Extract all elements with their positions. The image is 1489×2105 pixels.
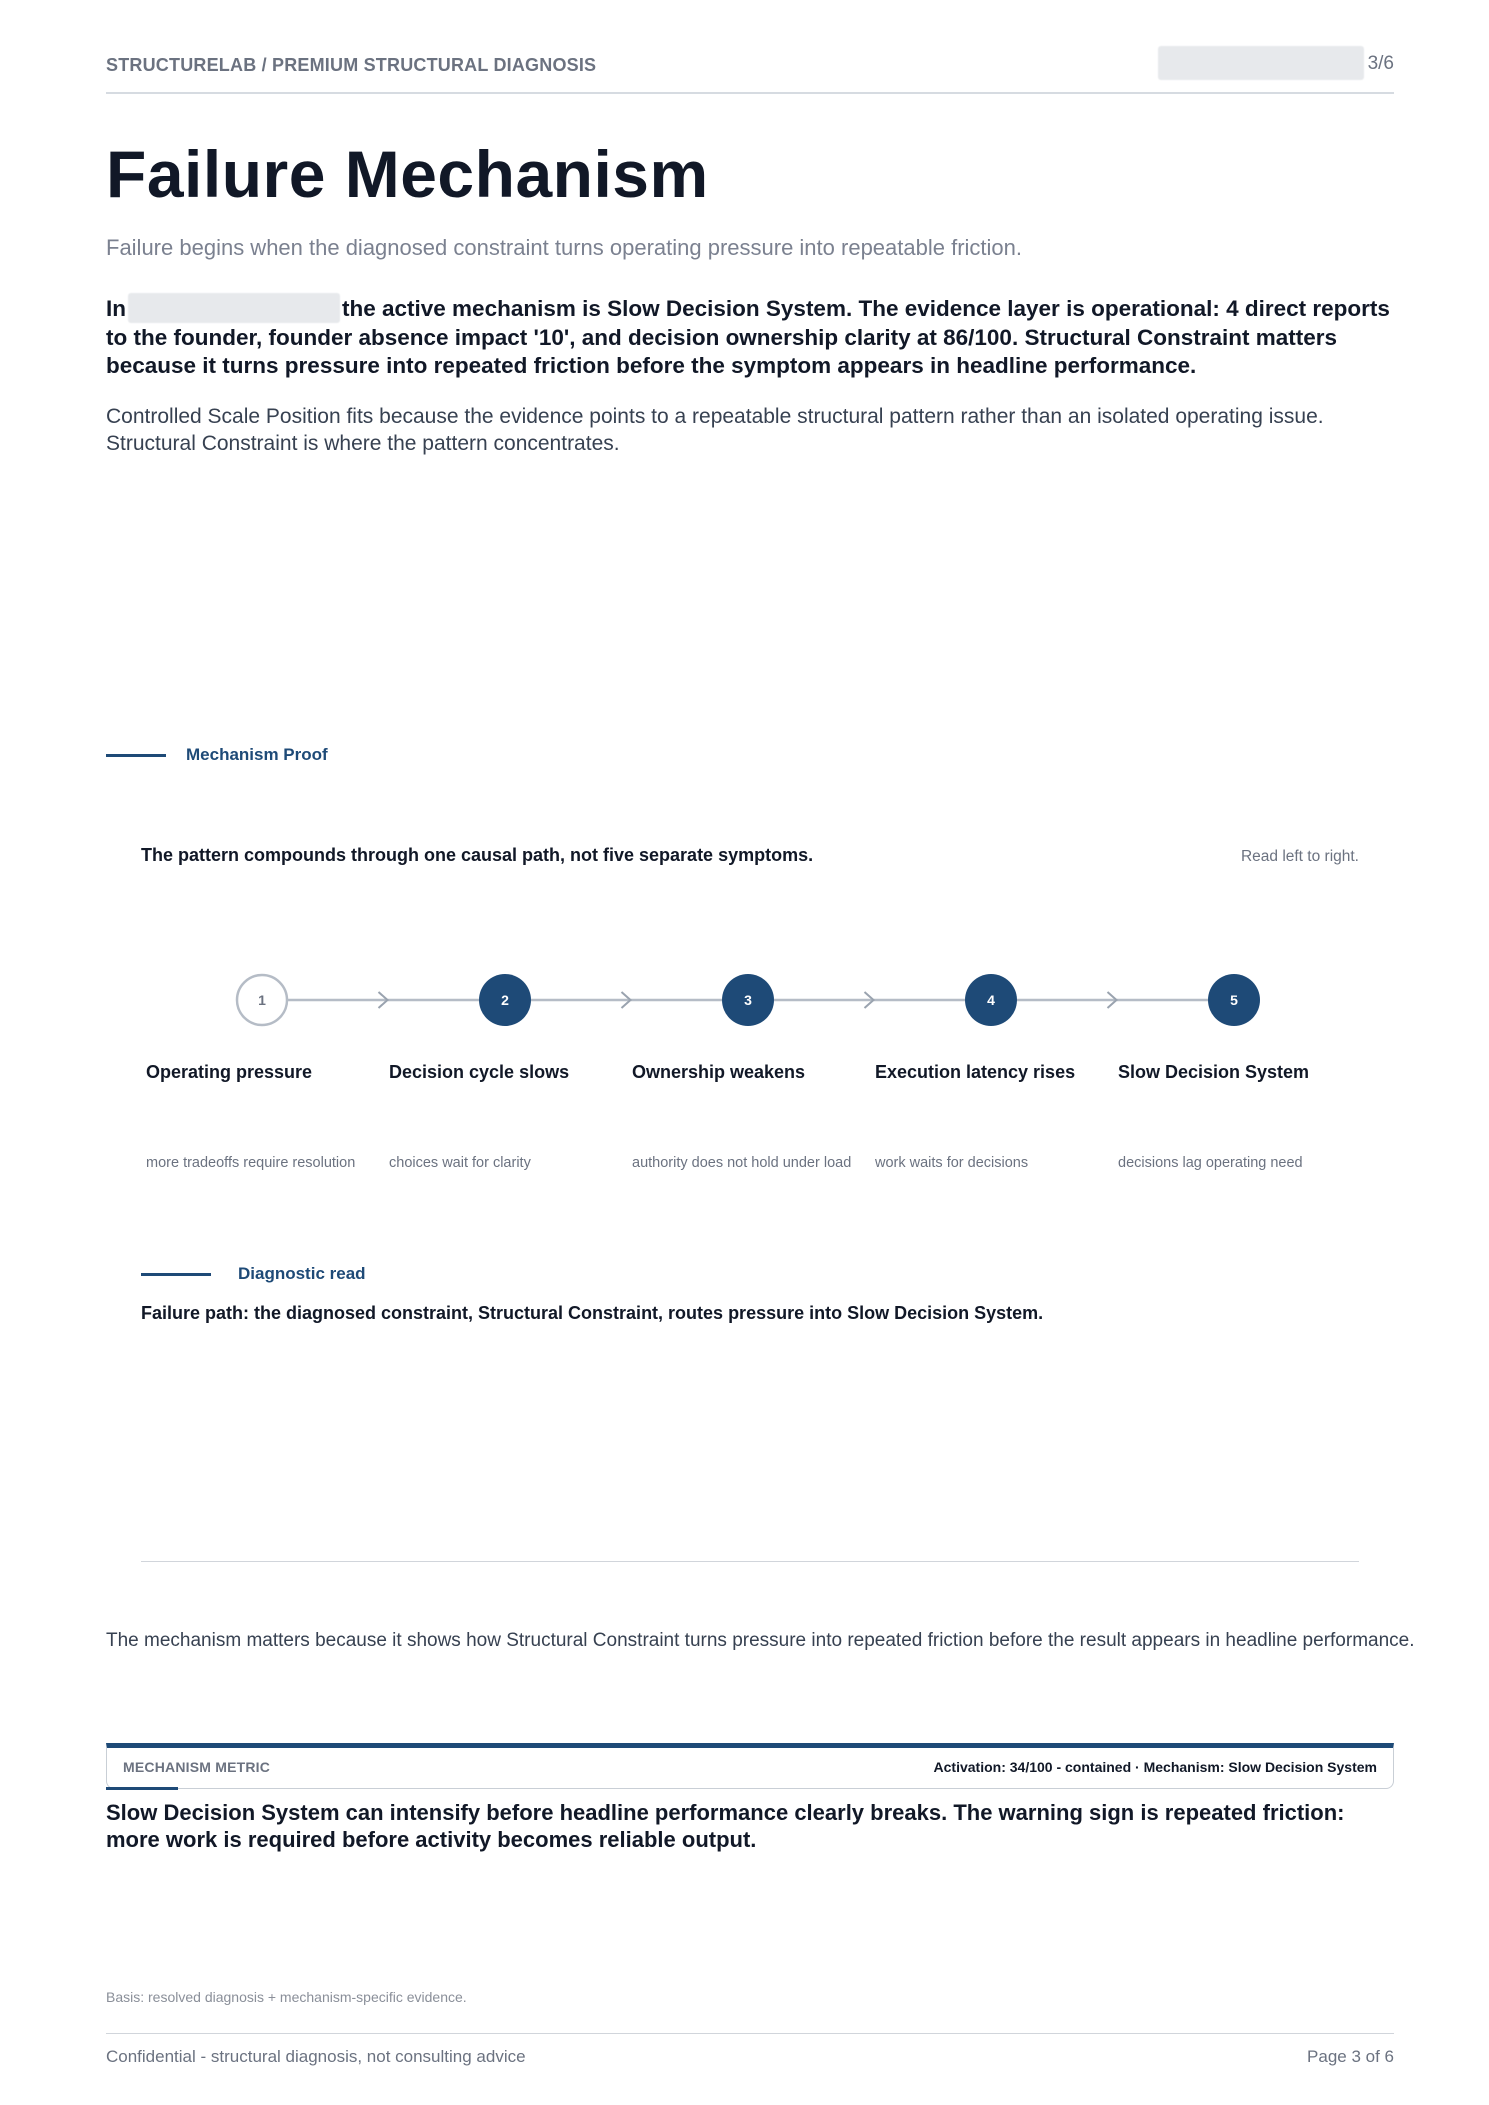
step-description: choices wait for clarity: [389, 1155, 531, 1171]
step-description: authority does not hold under load: [632, 1155, 852, 1171]
footer-page-number: Page 3 of 6: [1307, 2047, 1394, 2066]
section-rule: [106, 754, 166, 757]
step-label: Execution latency rises: [875, 1062, 1076, 1082]
proof-hint: Read left to right.: [1240, 848, 1359, 865]
proof-headline: The pattern compounds through one causal path, not five separate symptoms.: [141, 845, 814, 865]
footer-confidential: Confidential - structural diagnosis, not consulting advice: [106, 2047, 526, 2066]
page-indicator: 3/6: [1367, 53, 1394, 74]
step-number: 4: [987, 992, 995, 1008]
page-subtitle: Failure begins when the diagnosed constraint turns operating pressure into repeatable friction.: [106, 235, 1022, 260]
brand-label: STRUCTURELAB / PREMIUM STRUCTURAL DIAGNOSIS: [106, 55, 597, 75]
metric-label: MECHANISM METRIC: [123, 1759, 271, 1775]
metric-meta: Activation: 34/100 - contained · Mechanism: Slow Decision System: [933, 1759, 1377, 1775]
step-description: work waits for decisions: [875, 1155, 1029, 1171]
page-header: [106, 52, 1394, 94]
section-label-text: Mechanism Proof: [186, 745, 328, 764]
lead-text: the active mechanism is Slow Decision System. The evidence layer is operational: 4 direct reports to the founder, founder absence impact '10', and decision ownership clarity at 86/100. Structural Constraint matters because it turns pressure into repeated friction before the symptom appears in headline performance.: [106, 296, 1390, 378]
step-description: more tradeoffs require resolution: [146, 1155, 356, 1171]
lead-prefix: In: [106, 296, 126, 321]
step-number: 2: [501, 992, 509, 1008]
step-label: Operating pressure: [146, 1062, 313, 1082]
step-number: 3: [744, 992, 752, 1008]
redacted-block: [1158, 46, 1364, 80]
diagnostic-text: Failure path: the diagnosed constraint, Structural Constraint, routes pressure into Slow Decision System.: [141, 1303, 1044, 1323]
section-rule: [141, 1273, 211, 1276]
metric-text: Slow Decision System can intensify before headline performance clearly breaks. The warning sign is repeated friction: more work is required before activity becomes reliable output.: [106, 1800, 1345, 1852]
step-number: 1: [258, 992, 266, 1008]
step-label: Slow Decision System: [1118, 1062, 1310, 1082]
mechanism-metric-box: [106, 1743, 1394, 1789]
lead-paragraph: [106, 293, 1396, 381]
diagnostic-label-text: Diagnostic read: [238, 1264, 366, 1283]
step-label: Ownership weakens: [632, 1062, 806, 1082]
redacted-company-name: [128, 293, 340, 323]
step-label: Decision cycle slows: [389, 1062, 570, 1082]
section-label-mechanism-proof: [106, 745, 328, 765]
section-label-diagnostic-read: [141, 1264, 366, 1284]
step-description: decisions lag operating need: [1118, 1155, 1303, 1171]
metric-accent-bar: [106, 1787, 178, 1790]
causal-flow-diagram: [0, 970, 1489, 1030]
mechanism-matters-text: The mechanism matters because it shows how Structural Constraint turns pressure into repeated friction before the result appears in headline performance.: [106, 1630, 1415, 1651]
step-number: 5: [1230, 992, 1238, 1008]
divider: [141, 1561, 1359, 1562]
page-title: Failure Mechanism: [106, 137, 709, 211]
basis-note: Basis: resolved diagnosis + mechanism-specific evidence.: [106, 1989, 467, 2005]
causal-flow-svg: [0, 970, 1489, 1030]
body-paragraph: Controlled Scale Position fits because the evidence points to a repeatable structural pattern rather than an isolated operating issue. Structural Constraint is where the pattern concentrates.: [106, 405, 1324, 455]
footer-rule: [106, 2033, 1394, 2034]
